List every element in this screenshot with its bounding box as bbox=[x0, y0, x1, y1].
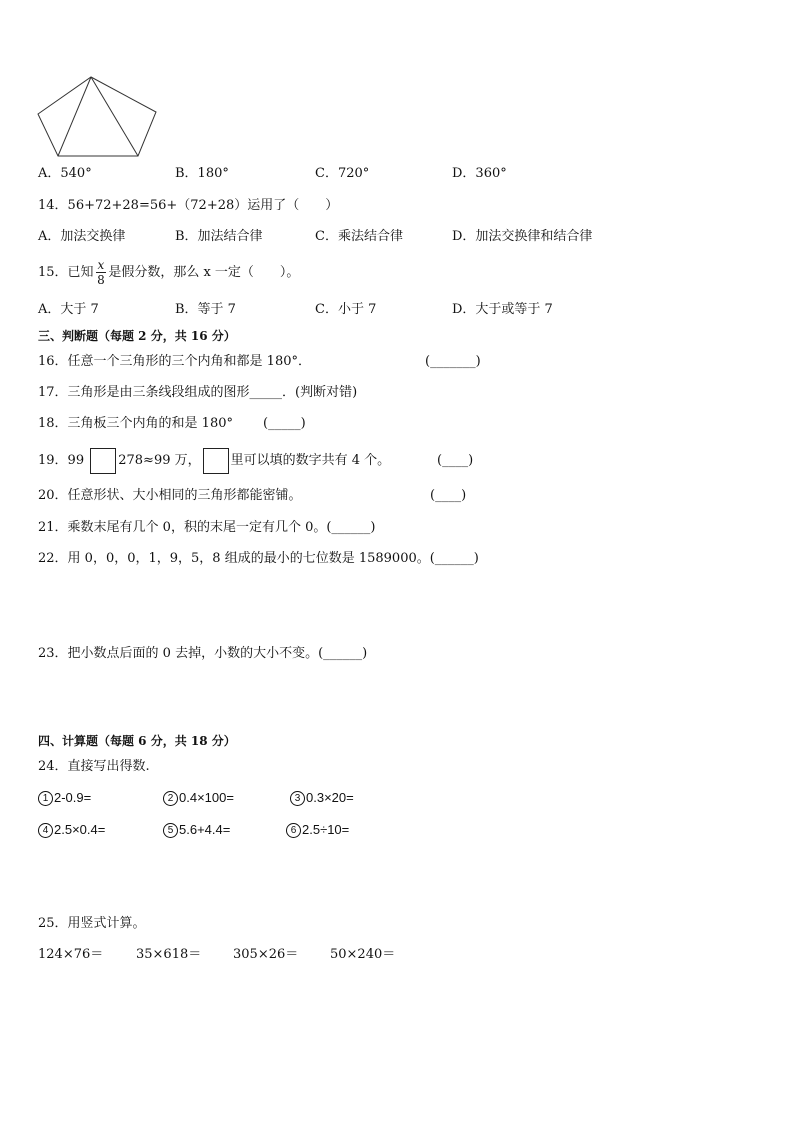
q15-question bbox=[38, 258, 299, 288]
q18-question: 18．三角板三个内角的和是 180° bbox=[38, 416, 233, 431]
q15-option-a[interactable]: A．大于 7 bbox=[38, 302, 99, 317]
q24-question: 24．直接写出得数. bbox=[38, 759, 150, 774]
q25-question: 25．用竖式计算。 bbox=[38, 916, 146, 931]
q13-option-b[interactable]: B．180° bbox=[175, 166, 229, 181]
q16-answer-blank[interactable]: (_______) bbox=[425, 354, 481, 369]
q24-expr-1: 2-0.9= bbox=[54, 790, 92, 805]
circled-number-icon: 1 bbox=[38, 791, 53, 806]
fraction-denominator: 8 bbox=[97, 273, 105, 287]
q24-expr-2: 0.4×100= bbox=[179, 790, 234, 805]
q24-expr-4: 2.5×0.4= bbox=[54, 822, 106, 837]
q17-question: 17．三角形是由三条线段组成的图形_____．(判断对错) bbox=[38, 385, 358, 400]
q24-item-6 bbox=[286, 822, 349, 838]
q15-suffix: 是假分数，那么 x 一定（ ）。 bbox=[108, 265, 300, 280]
pentagon-diagonal-2 bbox=[91, 77, 138, 156]
q22-question: 22．用 0，0，0，1，9，5，8 组成的最小的七位数是 1589000。(______) bbox=[38, 551, 479, 566]
q25-item-4: 50×240＝ bbox=[330, 947, 396, 962]
section-4-title: 四、计算题（每题 6 分，共 18 分） bbox=[38, 734, 236, 748]
q20-answer-blank[interactable]: (____) bbox=[430, 488, 467, 503]
circled-number-icon: 6 bbox=[286, 823, 301, 838]
q24-item-4 bbox=[38, 822, 105, 838]
q25-item-1: 124×76＝ bbox=[38, 947, 104, 962]
pentagon-outline bbox=[38, 77, 156, 156]
fraction-x-over-8 bbox=[96, 258, 107, 287]
q19-part-2: 278≈99 万， bbox=[118, 453, 201, 468]
q25-item-2: 35×618＝ bbox=[136, 947, 202, 962]
fraction-numerator: x bbox=[97, 258, 105, 272]
circled-number-icon: 2 bbox=[163, 791, 178, 806]
q24-expr-6: 2.5÷10= bbox=[302, 822, 350, 837]
q19-answer-blank[interactable]: (____) bbox=[437, 453, 474, 468]
q15-option-b[interactable]: B．等于 7 bbox=[175, 302, 236, 317]
circled-number-icon: 5 bbox=[163, 823, 178, 838]
q15-option-c[interactable]: C．小于 7 bbox=[315, 302, 377, 317]
q19-part-1: 19．99 bbox=[38, 453, 85, 468]
q19-answer-box[interactable] bbox=[203, 448, 229, 474]
q25-item-3: 305×26＝ bbox=[233, 947, 299, 962]
q23-question: 23．把小数点后面的 0 去掉，小数的大小不变。(______) bbox=[38, 646, 368, 661]
q14-option-a[interactable]: A．加法交换律 bbox=[38, 229, 126, 244]
q15-option-d[interactable]: D．大于或等于 7 bbox=[452, 302, 553, 317]
q24-item-1 bbox=[38, 790, 91, 806]
q13-option-a[interactable]: A．540° bbox=[38, 166, 92, 181]
circled-number-icon: 3 bbox=[290, 791, 305, 806]
q19-question bbox=[38, 447, 390, 475]
q19-part-3: 里可以填的数字共有 4 个。 bbox=[230, 453, 391, 468]
q18-answer-blank[interactable]: (_____) bbox=[263, 416, 306, 431]
q15-prefix: 15．已知 bbox=[38, 265, 94, 280]
q16-question: 16．任意一个三角形的三个内角和都是 180°． bbox=[38, 354, 311, 369]
q24-item-5 bbox=[163, 822, 230, 838]
q13-option-c[interactable]: C．720° bbox=[315, 166, 370, 181]
q20-question: 20．任意形状、大小相同的三角形都能密铺。 bbox=[38, 488, 302, 503]
q24-item-2 bbox=[163, 790, 234, 806]
q21-question: 21．乘数末尾有几个 0，积的末尾一定有几个 0。(______) bbox=[38, 520, 376, 535]
q19-digit-box[interactable] bbox=[90, 448, 116, 474]
q24-item-3 bbox=[290, 790, 354, 806]
q14-option-c[interactable]: C．乘法结合律 bbox=[315, 229, 403, 244]
q14-option-b[interactable]: B．加法结合律 bbox=[175, 229, 263, 244]
q14-option-d[interactable]: D．加法交换律和结合律 bbox=[452, 229, 593, 244]
q24-expr-3: 0.3×20= bbox=[306, 790, 354, 805]
q14-question: 14．56+72+28=56+（72+28）运用了（ ） bbox=[38, 198, 339, 213]
circled-number-icon: 4 bbox=[38, 823, 53, 838]
pentagon-figure bbox=[36, 74, 160, 160]
q24-expr-5: 5.6+4.4= bbox=[179, 822, 231, 837]
q13-option-d[interactable]: D．360° bbox=[452, 166, 507, 181]
section-3-title: 三、判断题（每题 2 分，共 16 分） bbox=[38, 329, 236, 343]
